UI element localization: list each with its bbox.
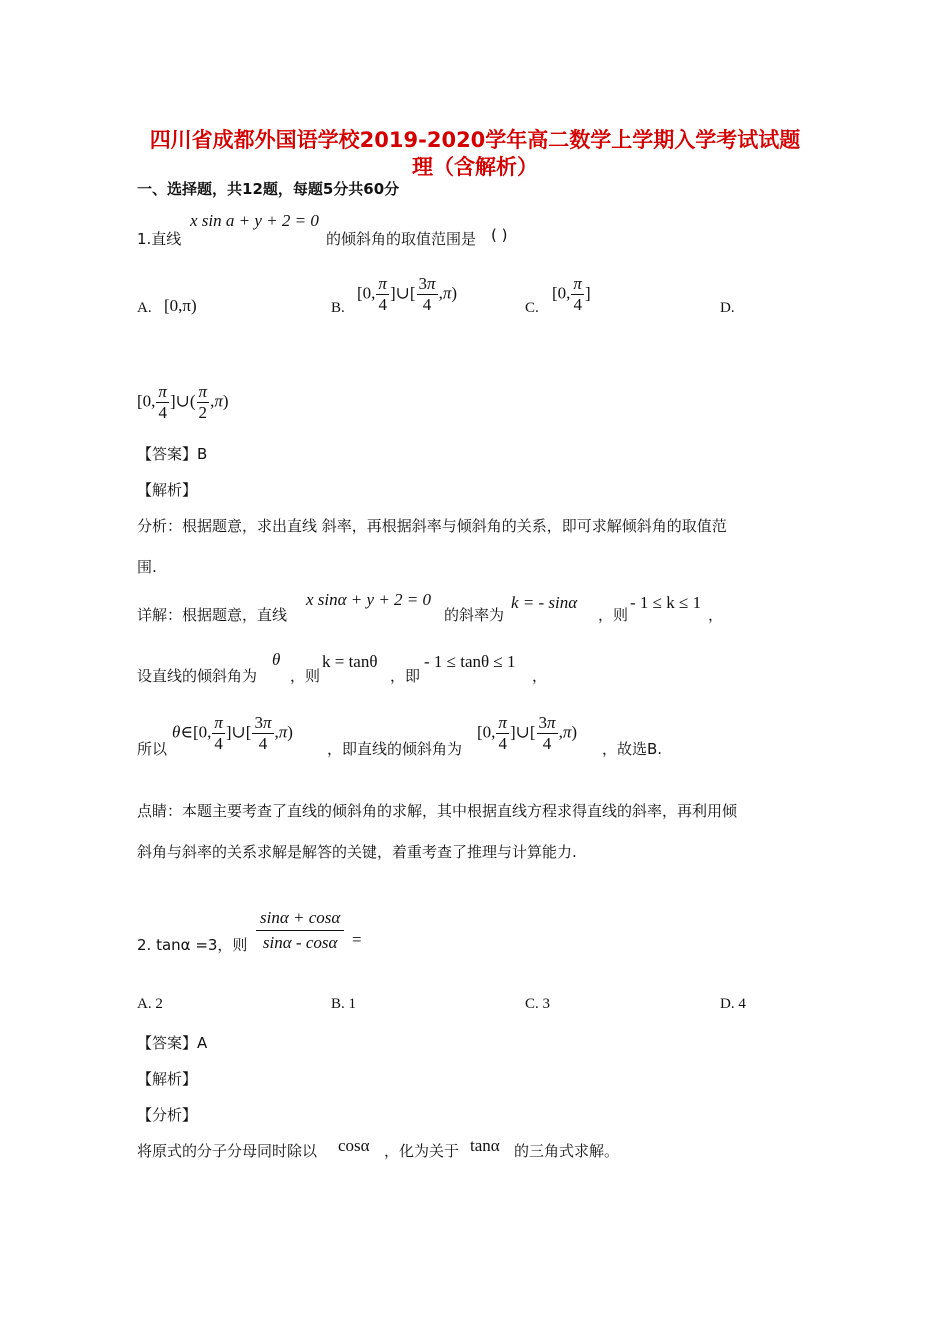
q1-detail-mid: 的斜率为 [444,606,505,624]
q1-so-prefix: 所以 [137,740,168,758]
q1-set-prefix: 设直线的倾斜角为 [137,667,258,685]
q1-option-a-label: A. [137,300,152,316]
q1-analysis-line2: 围. [137,558,157,576]
q1-detail-prefix: 详解：根据题意，直线 [137,606,288,624]
q1-equation: x sin a + y + 2 = 0 [190,211,319,230]
page-title-continued: 理（含解析） [412,155,538,179]
q2-label: 2. tanα =3，则 [137,936,248,954]
q1-so-mid: ，即直线的倾斜角为 [327,740,463,758]
q2-fraction [256,906,344,955]
q1-suffix: 的倾斜角的取值范围是 [326,230,477,248]
q1-detail-equation: x sinα + y + 2 = 0 [306,590,432,609]
q1-set-end: ， [532,667,548,685]
q1-option-a-math: [0,π) [164,296,197,315]
q2-line-tan: tanα [470,1136,500,1155]
q1-label: 1.直线 [137,230,182,248]
q1-set-range: - 1 ≤ tanθ ≤ 1 [424,652,516,671]
q1-set-ji: ，即 [390,667,421,685]
q2-answer: 【答案】A [137,1034,208,1052]
q1-detail-range: - 1 ≤ k ≤ 1 [630,593,702,612]
q1-set-theta: θ [272,650,281,669]
q1-so-math: θ∈[0, $\frac{\pi}{4}$ ]∪[ $\frac{3\pi}{4}$ ,π) [172,713,293,753]
q1-paren: ( ) [491,226,508,244]
q1-analysis-heading: 【解析】 [137,481,198,499]
q1-comment-line1: 点睛：本题主要考查了直线的倾斜角的求解，其中根据直线方程求得直线的斜率，再利用倾 [137,802,738,820]
q2-option-a: A. 2 [137,996,163,1012]
q1-detail-slope: k = - sinα [511,593,578,612]
q1-comment-line2: 斜角与斜率的关系求解是解答的关键，着重考查了推理与计算能力. [137,843,577,861]
q1-option-b-label: B. [331,300,345,316]
q1-option-b-math: [0, $\frac{\pi}{4}$ ]∪[ $\frac{3\pi}{4}$ ,π) [357,274,458,314]
q1-analysis-line1: 分析：根据题意，求出直线 斜率，再根据斜率与倾斜角的关系，即可求解倾斜角的取值范 [137,517,727,535]
q2-line-mid: ，化为关于 [384,1142,460,1160]
q1-option-d-label: D. [720,300,735,316]
q1-option-d-math: [0, $\frac{\pi}{4}$ ]∪( $\frac{\pi}{2}$ ,π) [137,382,229,422]
page-title: 四川省成都外国语学校2019-2020学年高二数学上学期入学考试试题 [149,128,801,152]
q2-equals: = [352,930,362,949]
q2-line-end: 的三角式求解。 [514,1142,620,1160]
q2-option-d: D. 4 [720,996,746,1012]
q1-detail-end: ， [708,606,724,624]
q1-set-k: k = tanθ [322,652,378,671]
q2-option-c: C. 3 [525,996,551,1012]
q2-line-cos: cosα [338,1136,370,1155]
q1-option-c-math: [0, $\frac{\pi}{4}$ ] [552,274,591,314]
q2-line-prefix: 将原式的分子分母同时除以 [137,1142,318,1160]
q1-detail-then: ，则 [598,606,629,624]
q1-so-end: ，故选B. [602,740,663,758]
q1-answer: 【答案】B [137,445,208,463]
section-heading: 一、选择题，共12题，每题5分共60分 [137,180,400,198]
q1-option-c-label: C. [525,300,539,316]
q2-fraction-numerator: sinα + cosα [256,906,344,931]
q2-option-b: B. 1 [331,996,357,1012]
q2-fraction-denominator: sinα - cosα [262,933,338,952]
q1-so-math2: [0, $\frac{\pi}{4}$ ]∪[ $\frac{3\pi}{4}$ ,π) [477,713,578,753]
q1-set-then: ，则 [290,667,321,685]
q2-fenxi-heading: 【分析】 [137,1106,198,1124]
q2-analysis-heading: 【解析】 [137,1070,198,1088]
